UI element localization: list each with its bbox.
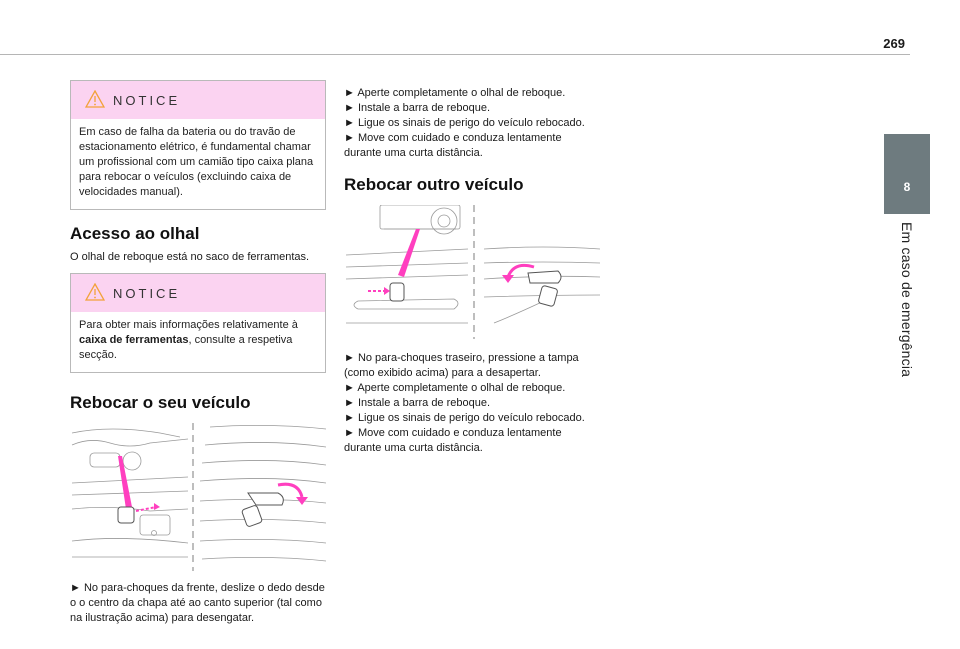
rear-bumper-illustration — [344, 205, 600, 339]
notice-text: Em caso de falha da bateria ou do travão de estacionamento elétrico, é fundamental chamar um profissional com um camião tipo caixa plana para rebocar o veículos (excluindo caixa de velocidades manual). — [79, 126, 314, 198]
front-bumper-illustration — [70, 423, 326, 571]
left-column — [70, 80, 326, 626]
warning-triangle-icon — [85, 90, 105, 108]
tow-other-step-3: ► Instale a barra de reboque. — [344, 397, 491, 409]
notice-header — [71, 81, 325, 119]
chapter-title: Em caso de emergência — [899, 222, 915, 378]
tow-own-step-1: ► No para-choques da frente, deslize o dedo desde o o centro da chapa até ao canto superior (tal como na ilustração acima) para desengatar. — [70, 582, 325, 624]
chapter-number: 8 — [903, 180, 911, 194]
tow-other-step-5: ► Move com cuidado e conduza lentamente durante uma curta distância. — [344, 427, 562, 454]
notice-box-battery — [70, 80, 326, 210]
front-tow-eye-diagram — [70, 423, 326, 571]
warning-triangle-icon — [85, 283, 105, 301]
notice-box-toolbox — [70, 273, 326, 373]
notice-header — [71, 274, 325, 312]
notice-text-end: , consulte a respetiva secção. — [79, 334, 293, 361]
toolbox-link-text: caixa de ferramentas — [79, 334, 189, 346]
rear-tow-eye-diagram — [344, 205, 600, 339]
notice-title: NOTICE — [113, 93, 181, 108]
access-text: O olhal de reboque está no saco de ferramentas. — [70, 251, 310, 263]
tow-own-step-5: ► Move com cuidado e conduza lentamente durante uma curta distância. — [344, 132, 562, 159]
chapter-title-vertical — [884, 214, 930, 414]
tow-other-steps — [344, 351, 600, 456]
tow-other-step-2: ► Aperte completamente o olhal de reboque. — [344, 382, 566, 394]
notice-text-start: Para obter mais informações relativamente à — [79, 319, 298, 331]
heading-access: Acesso ao olhal — [70, 224, 200, 243]
notice-text — [71, 312, 325, 372]
notice-title: NOTICE — [113, 286, 181, 301]
heading-tow-own: Rebocar o seu veículo — [70, 393, 251, 412]
header-rule — [0, 54, 910, 55]
tow-own-step-2: ► Aperte completamente o olhal de reboque. — [344, 87, 566, 99]
page-number: 269 — [883, 36, 905, 51]
middle-column — [344, 86, 600, 456]
tow-own-step-3: ► Instale a barra de reboque. — [344, 102, 491, 114]
tow-other-step-4: ► Ligue os sinais de perigo do veículo rebocado. — [344, 412, 585, 424]
chapter-tab[interactable] — [884, 134, 930, 214]
tow-own-step-4: ► Ligue os sinais de perigo do veículo rebocado. — [344, 117, 585, 129]
tow-other-step-1: ► No para-choques traseiro, pressione a tampa (como exibido acima) para a desapertar. — [344, 352, 579, 379]
heading-tow-other: Rebocar outro veículo — [344, 175, 524, 194]
